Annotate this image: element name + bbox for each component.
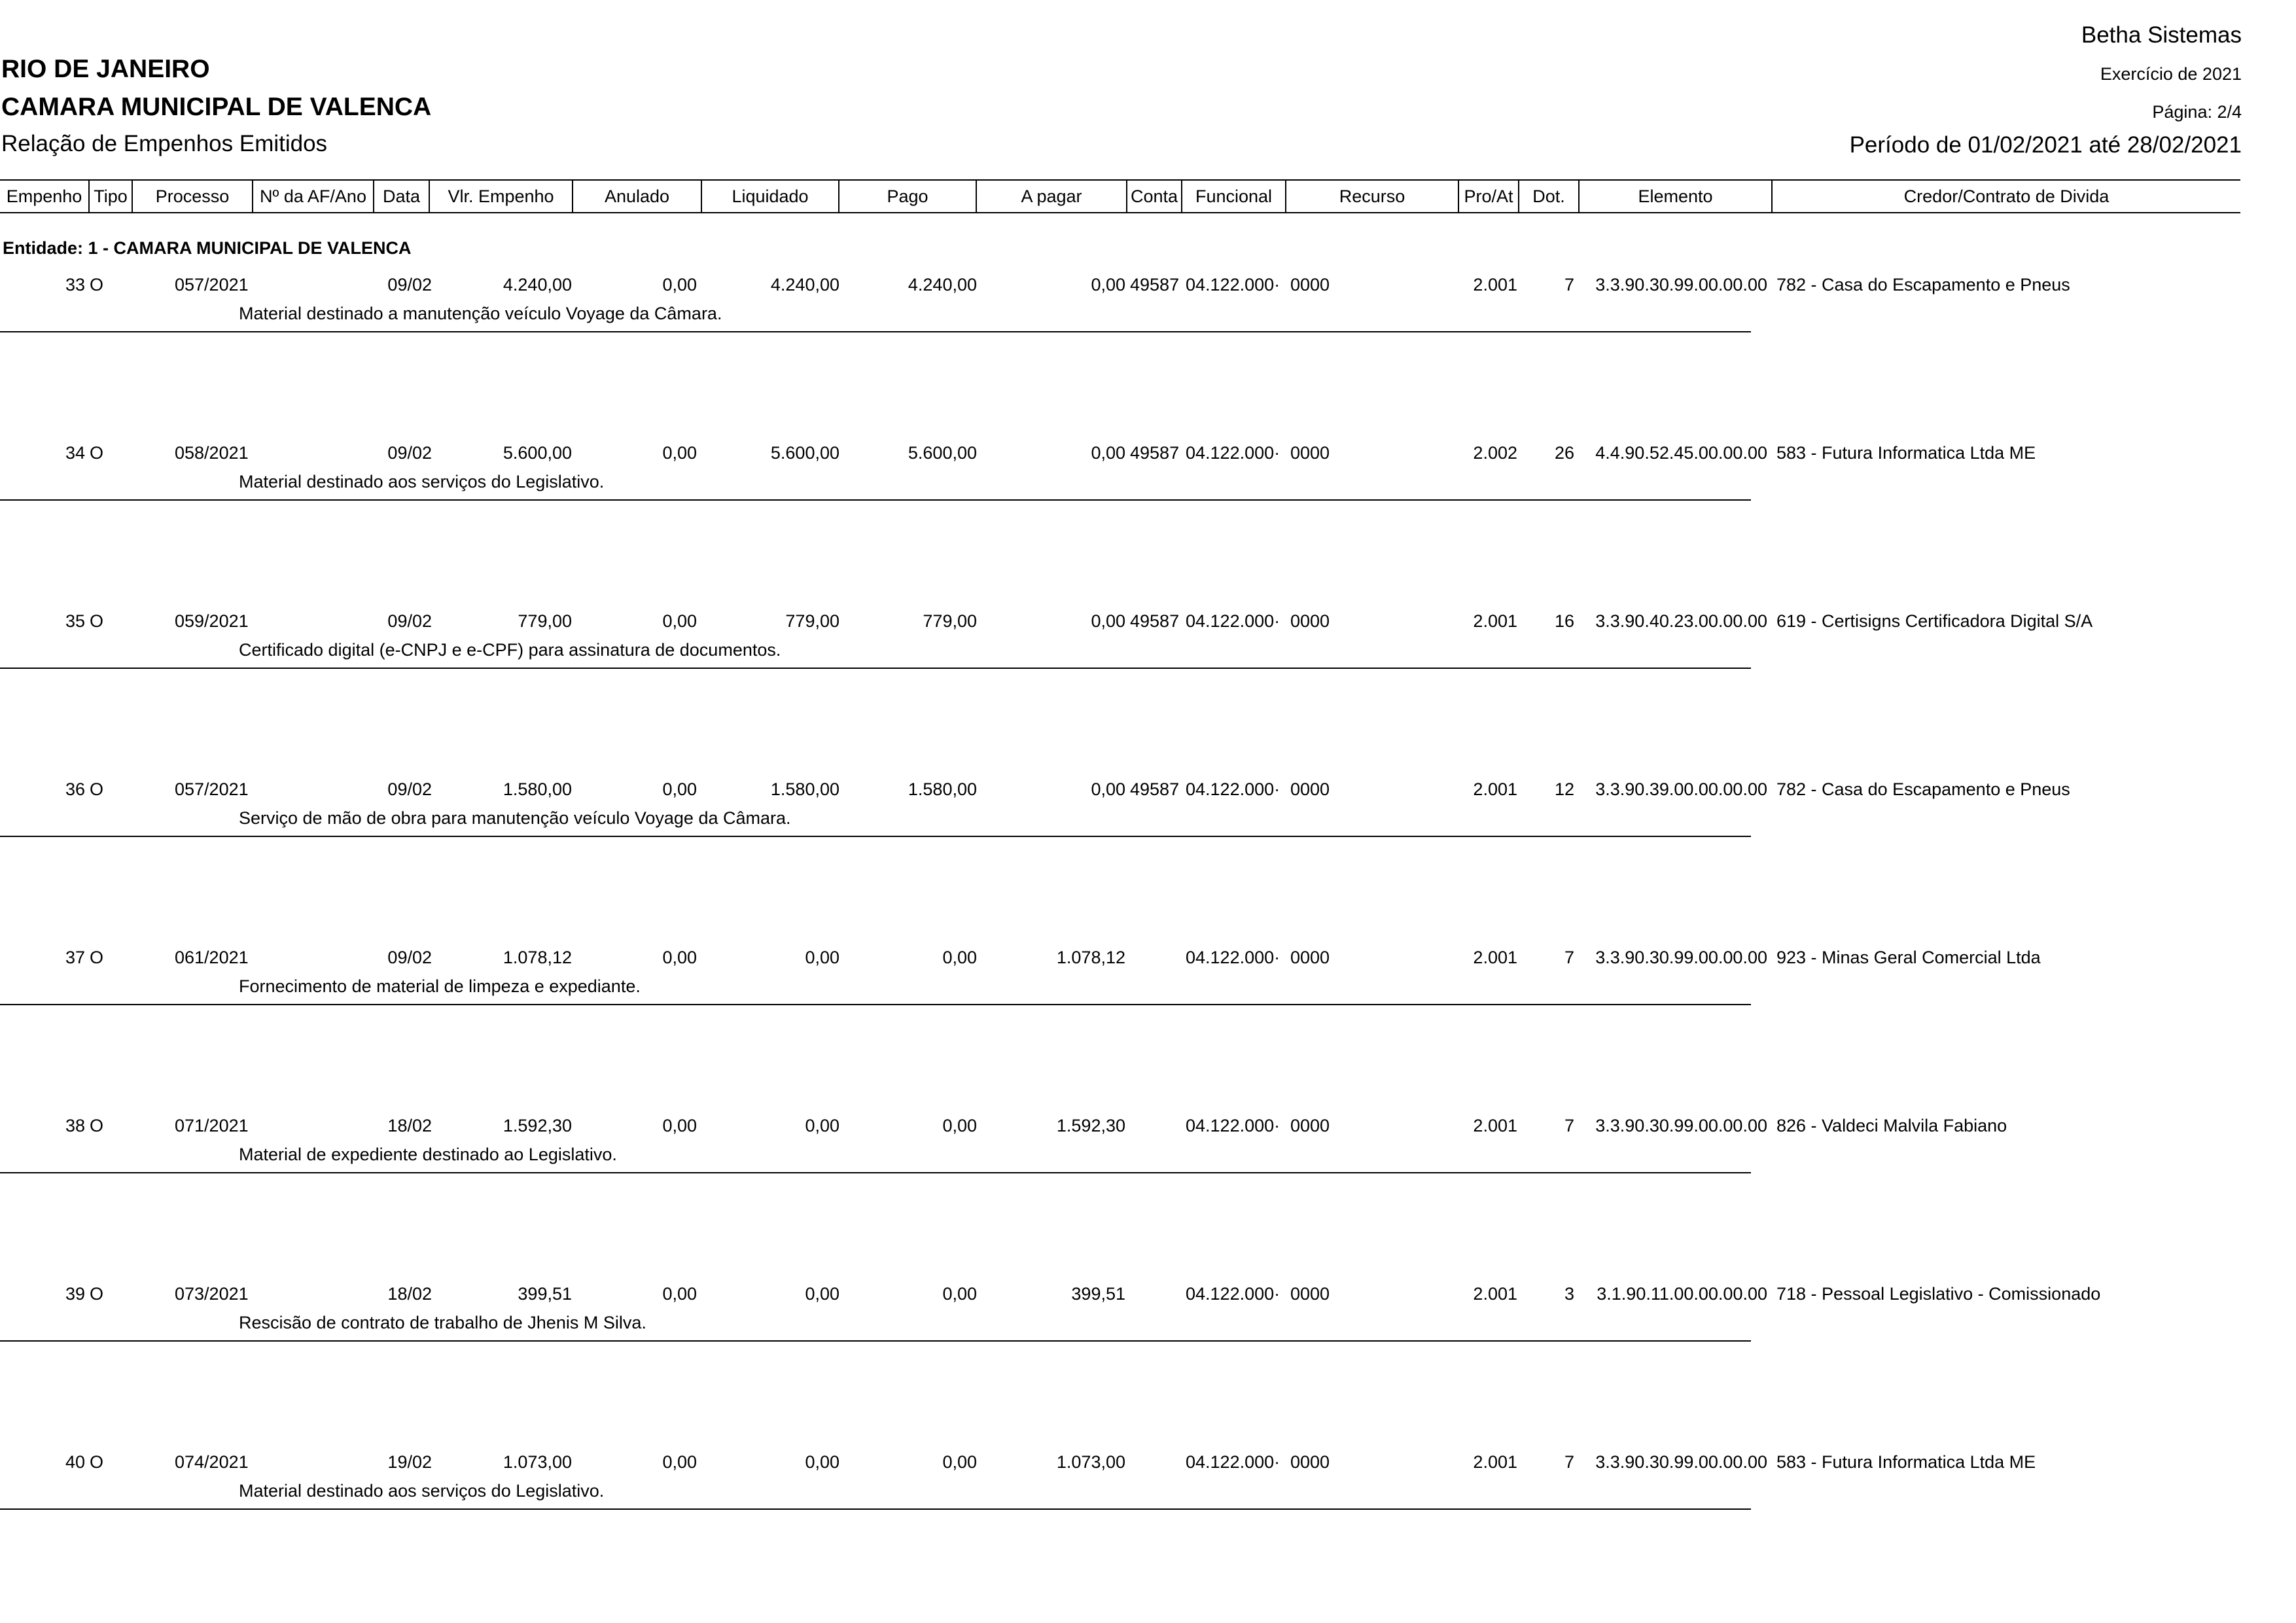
cell-data: 18/02: [387, 1284, 432, 1304]
cell-liquidado: 5.600,00: [770, 443, 839, 463]
column-header-a-pagar: A pagar: [977, 181, 1127, 212]
cell-valor: 1.073,00: [503, 1452, 572, 1472]
cell-elemento: 3.3.90.30.99.00.00.00: [1595, 948, 1767, 967]
cell-funcional: 04.122.000·: [1186, 1452, 1280, 1472]
cell-data: 18/02: [387, 1116, 432, 1135]
cell-funcional: 04.122.000·: [1186, 779, 1280, 799]
cell-credor: 782 - Casa do Escapamento e Pneus: [1776, 779, 2070, 799]
cell-pago: 0,00: [942, 948, 977, 967]
cell-a-pagar: 1.078,12: [1056, 948, 1125, 967]
report-title: Relação de Empenhos Emitidos: [1, 131, 328, 156]
row-divider: [0, 668, 1751, 669]
table-row: [0, 946, 2041, 1018]
cell-pago: 0,00: [942, 1452, 977, 1472]
column-header-empenho: Empenho: [0, 181, 90, 212]
cell-data: 09/02: [387, 611, 432, 631]
table-row: [0, 1115, 2007, 1186]
cell-liquidado: 0,00: [805, 1452, 839, 1472]
cell-dot: 26: [1554, 443, 1574, 463]
cell-a-pagar: 1.073,00: [1056, 1452, 1125, 1472]
cell-anulado: 0,00: [662, 1452, 697, 1472]
cell-processo: 074/2021: [175, 1452, 249, 1472]
cell-elemento: 3.1.90.11.00.00.00.00: [1597, 1284, 1767, 1304]
row-divider: [0, 1340, 1751, 1342]
cell-credor: 619 - Certisigns Certificadora Digital S/A: [1776, 611, 2093, 631]
cell-empenho: 40: [65, 1452, 85, 1472]
table-row: [0, 442, 2036, 514]
column-header-processo: Processo: [133, 181, 253, 212]
cell-a-pagar: 0,00: [1091, 611, 1125, 631]
state-title: RIO DE JANEIRO: [1, 55, 210, 83]
cell-descricao: Material destinado a manutenção veículo Voyage da Câmara.: [239, 304, 722, 323]
cell-data: 19/02: [387, 1452, 432, 1472]
column-header-recurso: Recurso: [1286, 181, 1459, 212]
cell-tipo: O: [90, 779, 104, 799]
cell-processo: 057/2021: [175, 275, 249, 294]
cell-recurso: 0000: [1290, 779, 1330, 799]
cell-processo: 059/2021: [175, 611, 249, 631]
cell-processo: 071/2021: [175, 1116, 249, 1135]
cell-credor: 782 - Casa do Escapamento e Pneus: [1776, 275, 2070, 294]
table-row: [0, 1283, 2101, 1355]
cell-descricao: Rescisão de contrato de trabalho de Jhenis M Silva.: [239, 1313, 646, 1332]
cell-descricao: Fornecimento de material de limpeza e expediante.: [239, 976, 641, 996]
cell-valor: 779,00: [518, 611, 572, 631]
cell-anulado: 0,00: [662, 275, 697, 294]
cell-processo: 058/2021: [175, 443, 249, 463]
cell-recurso: 0000: [1290, 611, 1330, 631]
cell-tipo: O: [90, 1116, 104, 1135]
cell-funcional: 04.122.000·: [1186, 443, 1280, 463]
cell-processo: 073/2021: [175, 1284, 249, 1304]
cell-pro-at: 2.001: [1473, 1284, 1517, 1304]
cell-a-pagar: 0,00: [1091, 779, 1125, 799]
cell-a-pagar: 1.592,30: [1056, 1116, 1125, 1135]
cell-valor: 4.240,00: [503, 275, 572, 294]
company-name: Betha Sistemas: [2081, 22, 2242, 48]
entity-title: CAMARA MUNICIPAL DE VALENCA: [1, 93, 432, 121]
cell-dot: 12: [1554, 779, 1574, 799]
cell-empenho: 34: [65, 443, 85, 463]
cell-anulado: 0,00: [662, 1284, 697, 1304]
cell-pago: 779,00: [923, 611, 977, 631]
cell-anulado: 0,00: [662, 779, 697, 799]
cell-elemento: 3.3.90.39.00.00.00.00: [1595, 779, 1767, 799]
cell-pago: 1.580,00: [908, 779, 977, 799]
cell-pro-at: 2.001: [1473, 948, 1517, 967]
cell-conta: 49587: [1130, 443, 1180, 463]
cell-anulado: 0,00: [662, 443, 697, 463]
entity-group-label: Entidade: 1 - CAMARA MUNICIPAL DE VALENCA: [3, 238, 412, 258]
cell-dot: 7: [1564, 948, 1574, 967]
cell-recurso: 0000: [1290, 443, 1330, 463]
cell-pago: 0,00: [942, 1284, 977, 1304]
cell-descricao: Material de expediente destinado ao Legislativo.: [239, 1145, 617, 1164]
cell-credor: 718 - Pessoal Legislativo - Comissionado: [1776, 1284, 2101, 1304]
cell-funcional: 04.122.000·: [1186, 948, 1280, 967]
column-header-data: Data: [374, 181, 430, 212]
cell-valor: 5.600,00: [503, 443, 572, 463]
cell-credor: 826 - Valdeci Malvila Fabiano: [1776, 1116, 2007, 1135]
cell-elemento: 3.3.90.40.23.00.00.00: [1595, 611, 1767, 631]
cell-funcional: 04.122.000·: [1186, 275, 1280, 294]
column-header-tipo: Tipo: [90, 181, 133, 212]
cell-liquidado: 0,00: [805, 948, 839, 967]
column-header-dot: Dot.: [1519, 181, 1580, 212]
cell-empenho: 36: [65, 779, 85, 799]
cell-credor: 923 - Minas Geral Comercial Ltda: [1776, 948, 2041, 967]
cell-funcional: 04.122.000·: [1186, 1284, 1280, 1304]
cell-pro-at: 2.001: [1473, 1116, 1517, 1135]
row-divider: [0, 1004, 1751, 1005]
row-divider: [0, 1508, 1751, 1510]
table-row: [0, 778, 2070, 850]
column-header-anulado: Anulado: [573, 181, 702, 212]
column-header-liquidado: Liquidado: [702, 181, 839, 212]
cell-pago: 4.240,00: [908, 275, 977, 294]
cell-recurso: 0000: [1290, 1284, 1330, 1304]
column-header-valor: Vlr. Empenho: [430, 181, 573, 212]
column-header-credor: Credor/Contrato de Divida: [1903, 187, 2110, 206]
cell-a-pagar: 0,00: [1091, 275, 1125, 294]
column-header-af-ano: Nº da AF/Ano: [253, 181, 374, 212]
cell-a-pagar: 399,51: [1071, 1284, 1125, 1304]
row-divider: [0, 499, 1751, 501]
cell-data: 09/02: [387, 443, 432, 463]
cell-credor: 583 - Futura Informatica Ltda ME: [1776, 1452, 2036, 1472]
cell-dot: 7: [1564, 1116, 1574, 1135]
cell-valor: 1.580,00: [503, 779, 572, 799]
cell-elemento: 4.4.90.52.45.00.00.00: [1595, 443, 1767, 463]
cell-valor: 1.078,12: [503, 948, 572, 967]
cell-empenho: 38: [65, 1116, 85, 1135]
cell-elemento: 3.3.90.30.99.00.00.00: [1595, 1452, 1767, 1472]
column-header-funcional: Funcional: [1182, 181, 1286, 212]
column-header-conta: Conta: [1127, 181, 1182, 212]
cell-a-pagar: 0,00: [1091, 443, 1125, 463]
table-row: [0, 610, 2093, 682]
cell-anulado: 0,00: [662, 948, 697, 967]
cell-valor: 1.592,30: [503, 1116, 572, 1135]
table-row: [0, 1451, 2036, 1523]
cell-pro-at: 2.002: [1473, 443, 1517, 463]
cell-recurso: 0000: [1290, 1452, 1330, 1472]
cell-liquidado: 0,00: [805, 1284, 839, 1304]
cell-descricao: Certificado digital (e-CNPJ e e-CPF) para assinatura de documentos.: [239, 640, 781, 660]
cell-valor: 399,51: [518, 1284, 572, 1304]
row-divider: [0, 331, 1751, 332]
cell-conta: 49587: [1130, 611, 1180, 631]
cell-dot: 3: [1564, 1284, 1574, 1304]
cell-dot: 7: [1564, 1452, 1574, 1472]
cell-recurso: 0000: [1290, 1116, 1330, 1135]
cell-dot: 7: [1564, 275, 1574, 294]
cell-processo: 061/2021: [175, 948, 249, 967]
cell-elemento: 3.3.90.30.99.00.00.00: [1595, 275, 1767, 294]
cell-tipo: O: [90, 611, 104, 631]
cell-data: 09/02: [387, 948, 432, 967]
cell-recurso: 0000: [1290, 275, 1330, 294]
cell-empenho: 39: [65, 1284, 85, 1304]
report-period: Período de 01/02/2021 até 28/02/2021: [1849, 132, 2242, 158]
cell-data: 09/02: [387, 779, 432, 799]
cell-pago: 5.600,00: [908, 443, 977, 463]
exercise-year: Exercício de 2021: [2100, 64, 2242, 84]
cell-credor: 583 - Futura Informatica Ltda ME: [1776, 443, 2036, 463]
cell-conta: 49587: [1130, 779, 1180, 799]
cell-data: 09/02: [387, 275, 432, 294]
cell-dot: 16: [1554, 611, 1574, 631]
cell-tipo: O: [90, 443, 104, 463]
cell-recurso: 0000: [1290, 948, 1330, 967]
cell-tipo: O: [90, 275, 104, 294]
cell-pro-at: 2.001: [1473, 611, 1517, 631]
cell-descricao: Material destinado aos serviços do Legislativo.: [239, 1481, 605, 1501]
cell-liquidado: 4.240,00: [770, 275, 839, 294]
cell-empenho: 33: [65, 275, 85, 294]
cell-liquidado: 1.580,00: [770, 779, 839, 799]
column-header-row: [0, 179, 2240, 213]
cell-processo: 057/2021: [175, 779, 249, 799]
cell-funcional: 04.122.000·: [1186, 1116, 1280, 1135]
column-header-pro-at: Pro/At: [1459, 181, 1519, 212]
cell-pro-at: 2.001: [1473, 779, 1517, 799]
cell-pago: 0,00: [942, 1116, 977, 1135]
cell-pro-at: 2.001: [1473, 275, 1517, 294]
cell-tipo: O: [90, 1452, 104, 1472]
cell-descricao: Serviço de mão de obra para manutenção veículo Voyage da Câmara.: [239, 808, 791, 828]
column-header-pago: Pago: [839, 181, 977, 212]
cell-liquidado: 0,00: [805, 1116, 839, 1135]
cell-funcional: 04.122.000·: [1186, 611, 1280, 631]
cell-empenho: 35: [65, 611, 85, 631]
cell-tipo: O: [90, 948, 104, 967]
cell-anulado: 0,00: [662, 1116, 697, 1135]
cell-empenho: 37: [65, 948, 85, 967]
cell-liquidado: 779,00: [785, 611, 839, 631]
cell-anulado: 0,00: [662, 611, 697, 631]
table-row: [0, 274, 2070, 346]
row-divider: [0, 836, 1751, 837]
cell-conta: 49587: [1130, 275, 1180, 294]
cell-descricao: Material destinado aos serviços do Legislativo.: [239, 472, 605, 491]
row-divider: [0, 1172, 1751, 1173]
cell-pro-at: 2.001: [1473, 1452, 1517, 1472]
column-header-elemento: Elemento: [1580, 181, 1773, 212]
page-number: Página: 2/4: [2152, 102, 2242, 122]
cell-tipo: O: [90, 1284, 104, 1304]
cell-elemento: 3.3.90.30.99.00.00.00: [1595, 1116, 1767, 1135]
